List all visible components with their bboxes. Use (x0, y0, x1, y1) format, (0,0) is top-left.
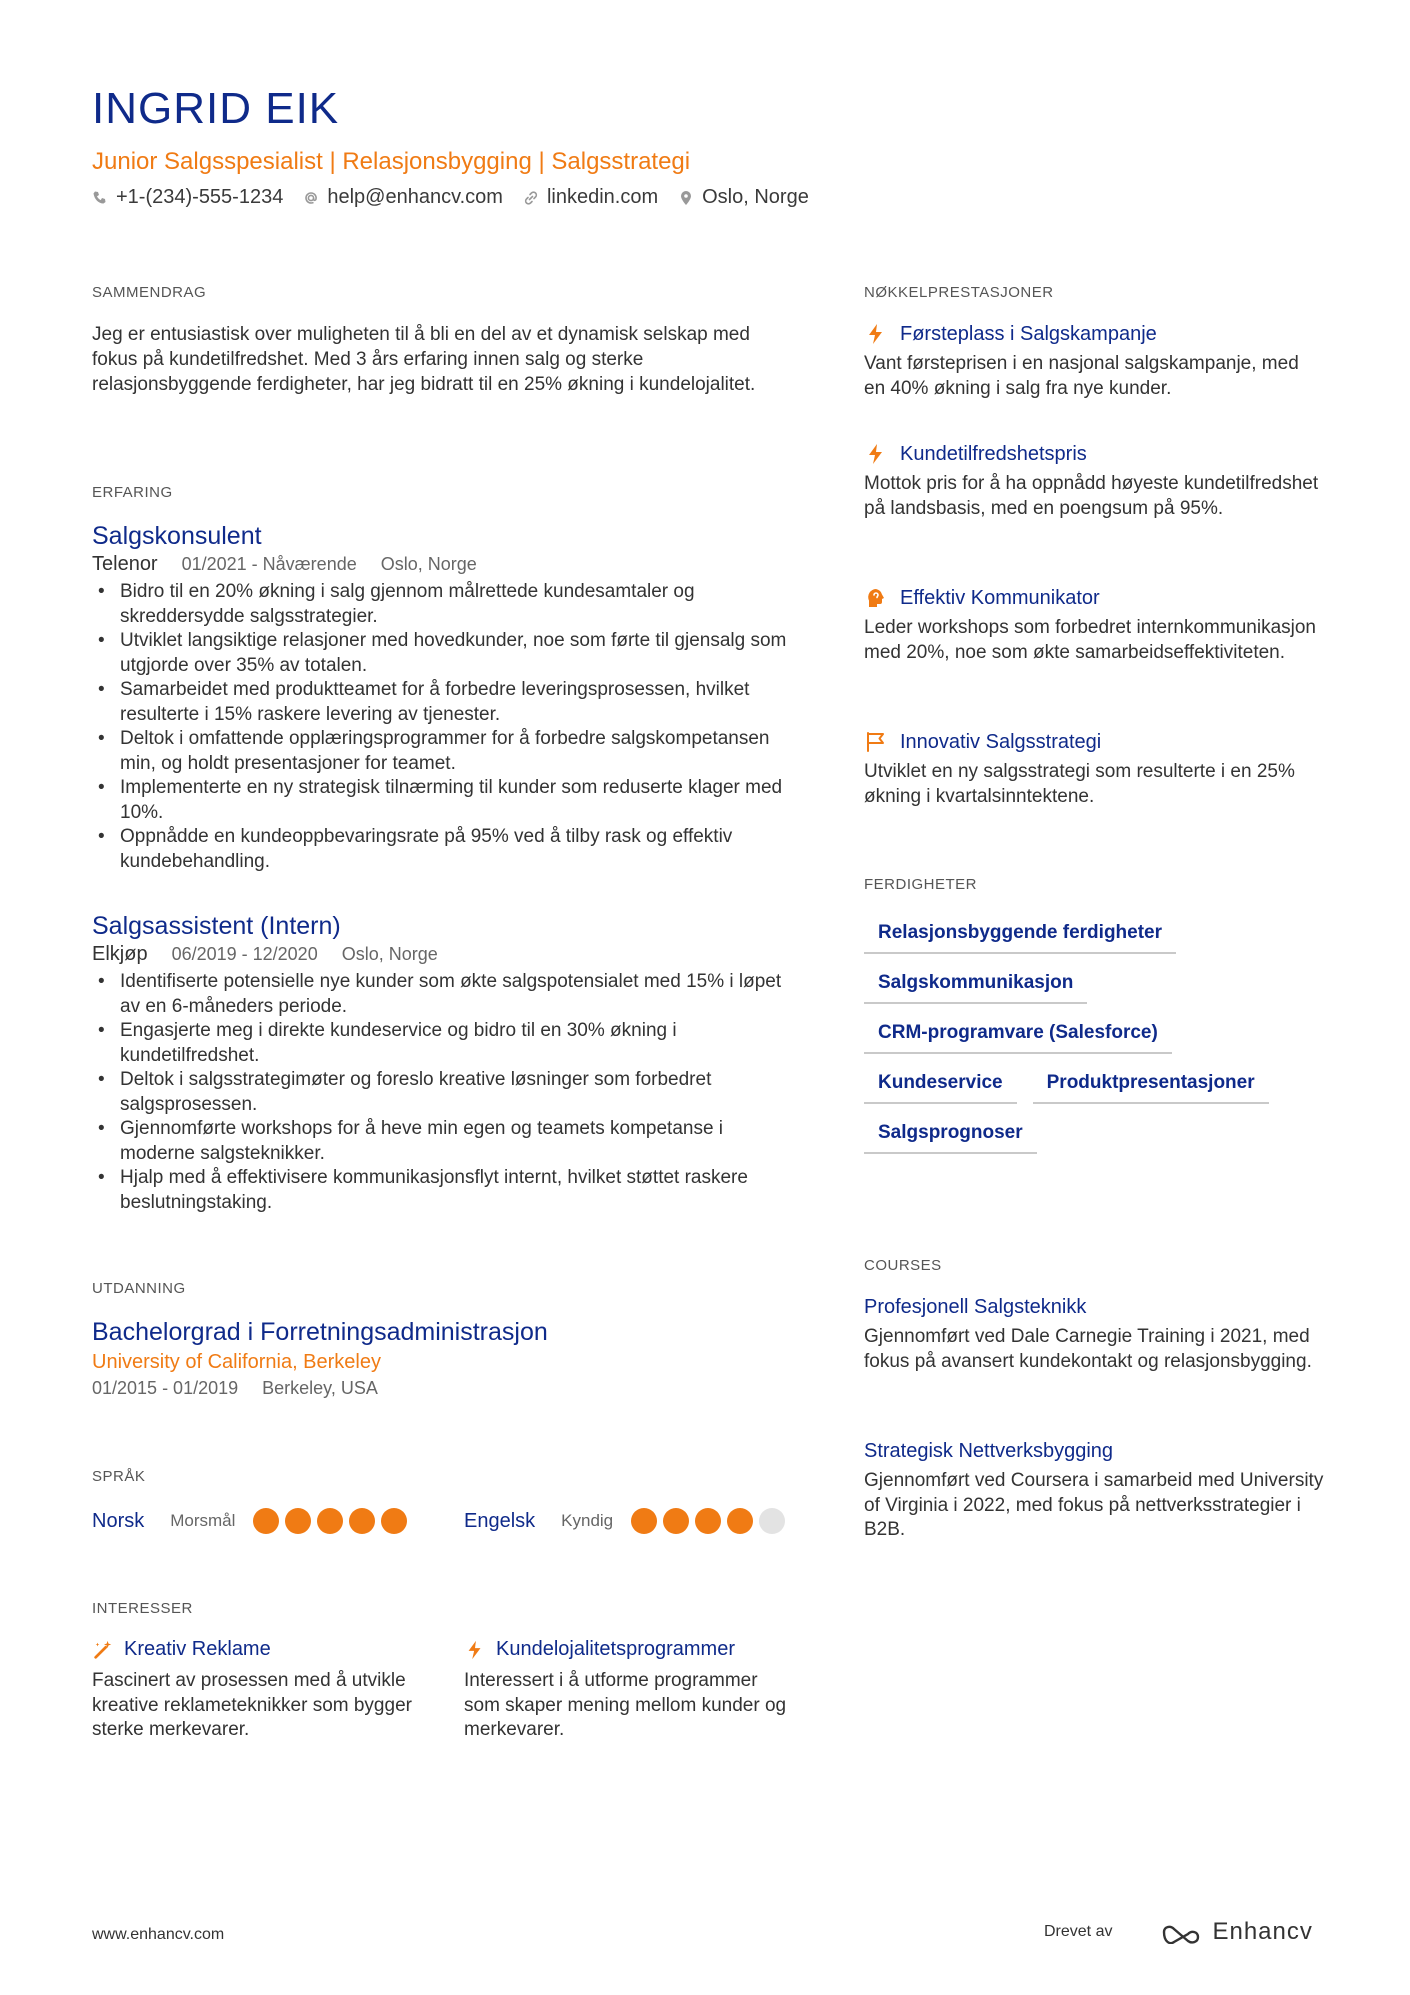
language-name: Norsk (92, 1509, 145, 1532)
achievement-item (864, 442, 1324, 521)
list-item: • Implementerte en ny strategisk tilnærming til kunder som reduserte klager med 10%. (92, 776, 792, 825)
achievement-header (864, 586, 1324, 610)
interest-header (464, 1638, 794, 1661)
interest-description: Interessert i å utforme programmer som skaper mening mellom kunder og merkevarer. (464, 1670, 787, 1740)
skill-row (864, 1072, 1344, 1104)
course-title: Profesjonell Salgsteknikk (864, 1296, 1087, 1318)
phone-icon (92, 190, 108, 206)
language-rating (253, 1508, 407, 1534)
course-description: Gjennomført ved Coursera i samarbeid med University of Virginia i 2022, med fokus på nettverksstrategier i B2B. (864, 1470, 1324, 1540)
education-location: Berkeley, USA (262, 1378, 378, 1398)
linkedin-text: linkedin.com (546, 186, 659, 208)
experience-entry (92, 912, 792, 1215)
footer-website[interactable]: www.enhancv.com (92, 1926, 225, 1943)
achievement-description: Mottok pris for å ha oppnådd høyeste kundetilfredshet på landsbasis, med en poengsum på 95%. (864, 473, 1319, 519)
achievement-description: Utviklet en ny salgsstrategi som resulterte i en 25% økning i kvartalsinntektene. (864, 761, 1295, 807)
skill-tag: Produktpresentasjoner (1033, 1072, 1269, 1104)
language-level: Kyndig (561, 1511, 614, 1530)
location-pin-icon (678, 190, 694, 206)
summary-heading: SAMMENDRAG (92, 284, 207, 301)
education-meta (92, 1378, 792, 1399)
rating-dot (381, 1508, 407, 1534)
list-item: • Samarbeidet med produktteamet for å forbedre leveringsprosessen, hvilket resulterte i 15% raskere levering av tjenester. (92, 678, 792, 727)
interest-description: Fascinert av prosessen med å utvikle kreative reklameteknikker som bygger sterke merkevarer. (92, 1670, 412, 1740)
achievements-heading: NØKKELPRESTASJONER (864, 284, 1054, 301)
skill-tag: Relasjonsbyggende ferdigheter (864, 922, 1176, 954)
achievement-item (864, 322, 1324, 401)
lightning-icon (464, 1639, 486, 1661)
course-item (864, 1440, 1324, 1543)
education-heading: UTDANNING (92, 1280, 186, 1297)
contact-bar (92, 186, 809, 209)
enhancv-logo-icon (1158, 1920, 1204, 1944)
rating-dot (695, 1508, 721, 1534)
contact-location (678, 186, 809, 209)
brand-name: Enhancv (1212, 1918, 1313, 1945)
interest-title: Kreativ Reklame (124, 1638, 271, 1660)
skill-row (864, 1122, 1344, 1154)
skill-row (864, 1022, 1344, 1054)
achievement-title: Kundetilfredshetspris (900, 442, 1087, 465)
achievement-header (864, 730, 1324, 754)
skills-heading: FERDIGHETER (864, 876, 978, 893)
job-dates: 06/2019 - 12/2020 (171, 944, 318, 964)
degree-title: Bachelorgrad i Forretningsadministrasjon (92, 1318, 548, 1346)
achievement-description: Vant førsteprisen i en nasjonal salgskampanje, med en 40% økning i salg fra nye kunder. (864, 353, 1299, 399)
link-icon (523, 190, 539, 206)
list-item: • Gjennomførte workshops for å heve min egen og teamets kompetanse i moderne salgsteknikker. (92, 1117, 792, 1166)
summary-text: Jeg er entusiastisk over muligheten til å bli en del av et dynamisk selskap med fokus på kundetilfredshet. Med 3 års erfaring innen salg og sterke relasjonsbyggende ferdigheter, har jeg bidratt til en 25% økning i kundelojalitet. (92, 324, 756, 395)
interest-item (464, 1638, 794, 1743)
email-text: help@enhancv.com (327, 186, 503, 208)
achievement-title: Førsteplass i Salgskampanje (900, 322, 1157, 345)
achievement-item (864, 586, 1324, 665)
contact-phone (92, 186, 283, 209)
language-item (92, 1508, 407, 1534)
footer-branding (1044, 1918, 1313, 1946)
list-item: • Bidro til en 20% økning i salg gjennom målrettede kundesamtaler og skreddersydde salgsstrategier. (92, 580, 792, 629)
brand-logo[interactable] (1158, 1918, 1312, 1946)
skill-tag: Kundeservice (864, 1072, 1017, 1104)
job-location: Oslo, Norge (341, 944, 438, 964)
job-dates: 01/2021 - Nåværende (181, 554, 357, 574)
school-name: University of California, Berkeley (92, 1351, 381, 1373)
skills-list (864, 922, 1344, 1172)
achievement-item (864, 730, 1324, 809)
job-bullets (92, 580, 792, 874)
lightning-icon (864, 442, 888, 466)
list-item: • Deltok i omfattende opplæringsprogrammer for å forbedre salgskompetansen min, og holdt presentasjoner for teamet. (92, 727, 792, 776)
lightning-icon (864, 322, 888, 346)
contact-email (303, 186, 503, 209)
achievement-header (864, 442, 1324, 466)
skill-tag: Salgskommunikasjon (864, 972, 1087, 1004)
skill-tag: CRM-programvare (Salesforce) (864, 1022, 1172, 1054)
list-item: • Oppnådde en kundeoppbevaringsrate på 95% ved å tilby rask og effektiv kundebehandling. (92, 825, 792, 874)
skill-tag: Salgsprognoser (864, 1122, 1037, 1154)
contact-linkedin (523, 186, 658, 209)
job-location: Oslo, Norge (380, 554, 477, 574)
rating-dot (663, 1508, 689, 1534)
list-item: • Utviklet langsiktige relasjoner med hovedkunder, noe som førte til gjensalg som utgjorde over 35% av totalen. (92, 629, 792, 678)
job-meta (92, 943, 792, 966)
experience-heading: ERFARING (92, 484, 173, 501)
candidate-name: INGRID EIK (92, 84, 340, 133)
powered-by-label: Drevet av (1044, 1923, 1113, 1940)
achievement-title: Effektiv Kommunikator (900, 586, 1100, 609)
list-item: • Deltok i salgsstrategimøter og foreslo kreative løsninger som forbedret salgsprosessen. (92, 1068, 792, 1117)
rating-dot (253, 1508, 279, 1534)
interests-heading: INTERESSER (92, 1600, 193, 1617)
rating-dot (317, 1508, 343, 1534)
rating-dot (285, 1508, 311, 1534)
language-item (464, 1508, 785, 1534)
courses-heading: COURSES (864, 1257, 942, 1274)
list-item: • Hjalp med å effektivisere kommunikasjonsflyt internt, hvilket støttet raskere beslutningstaking. (92, 1166, 792, 1215)
achievement-description: Leder workshops som forbedret internkommunikasjon med 20%, noe som økte samarbeidseffektiviteten. (864, 617, 1316, 663)
company-name: Elkjøp (92, 943, 148, 965)
job-title: Salgsassistent (Intern) (92, 912, 341, 940)
location-text: Oslo, Norge (702, 186, 809, 208)
phone-text: +1-(234)-555-1234 (116, 186, 284, 208)
headline: Junior Salgsspesialist | Relasjonsbygging | Salgsstrategi (92, 148, 691, 175)
interest-header (92, 1638, 422, 1661)
education-dates: 01/2015 - 01/2019 (92, 1378, 239, 1398)
list-item: • Engasjerte meg i direkte kundeservice og bidro til en 30% økning i kundetilfredshet. (92, 1019, 792, 1068)
job-bullets (92, 970, 792, 1215)
list-item: • Identifiserte potensielle nye kunder som økte salgspotensialet med 15% i løpet av en 6-måneders periode. (92, 970, 792, 1019)
achievement-header (864, 322, 1324, 346)
language-rating (631, 1508, 785, 1534)
languages-heading: SPRÅK (92, 1468, 146, 1485)
rating-dot (631, 1508, 657, 1534)
at-icon (303, 190, 319, 206)
rating-dot (759, 1508, 785, 1534)
job-title: Salgskonsulent (92, 522, 262, 550)
company-name: Telenor (92, 553, 158, 575)
rating-dot (349, 1508, 375, 1534)
flag-icon (864, 730, 888, 754)
education-entry (92, 1318, 792, 1399)
course-title: Strategisk Nettverksbygging (864, 1440, 1114, 1462)
job-meta (92, 553, 792, 576)
course-item (864, 1296, 1324, 1374)
language-level: Morsmål (170, 1511, 236, 1530)
course-description: Gjennomført ved Dale Carnegie Training i 2021, med fokus på avansert kundekontakt og relasjonsbygging. (864, 1326, 1312, 1372)
magic-wand-icon (92, 1639, 114, 1661)
rating-dot (727, 1508, 753, 1534)
head-icon (864, 586, 888, 610)
skill-row (864, 922, 1344, 954)
skill-row (864, 972, 1344, 1004)
experience-entry (92, 522, 792, 874)
achievement-title: Innovativ Salgsstrategi (900, 730, 1102, 753)
interest-title: Kundelojalitetsprogrammer (496, 1638, 736, 1660)
interest-item (92, 1638, 422, 1743)
language-name: Engelsk (464, 1509, 536, 1532)
